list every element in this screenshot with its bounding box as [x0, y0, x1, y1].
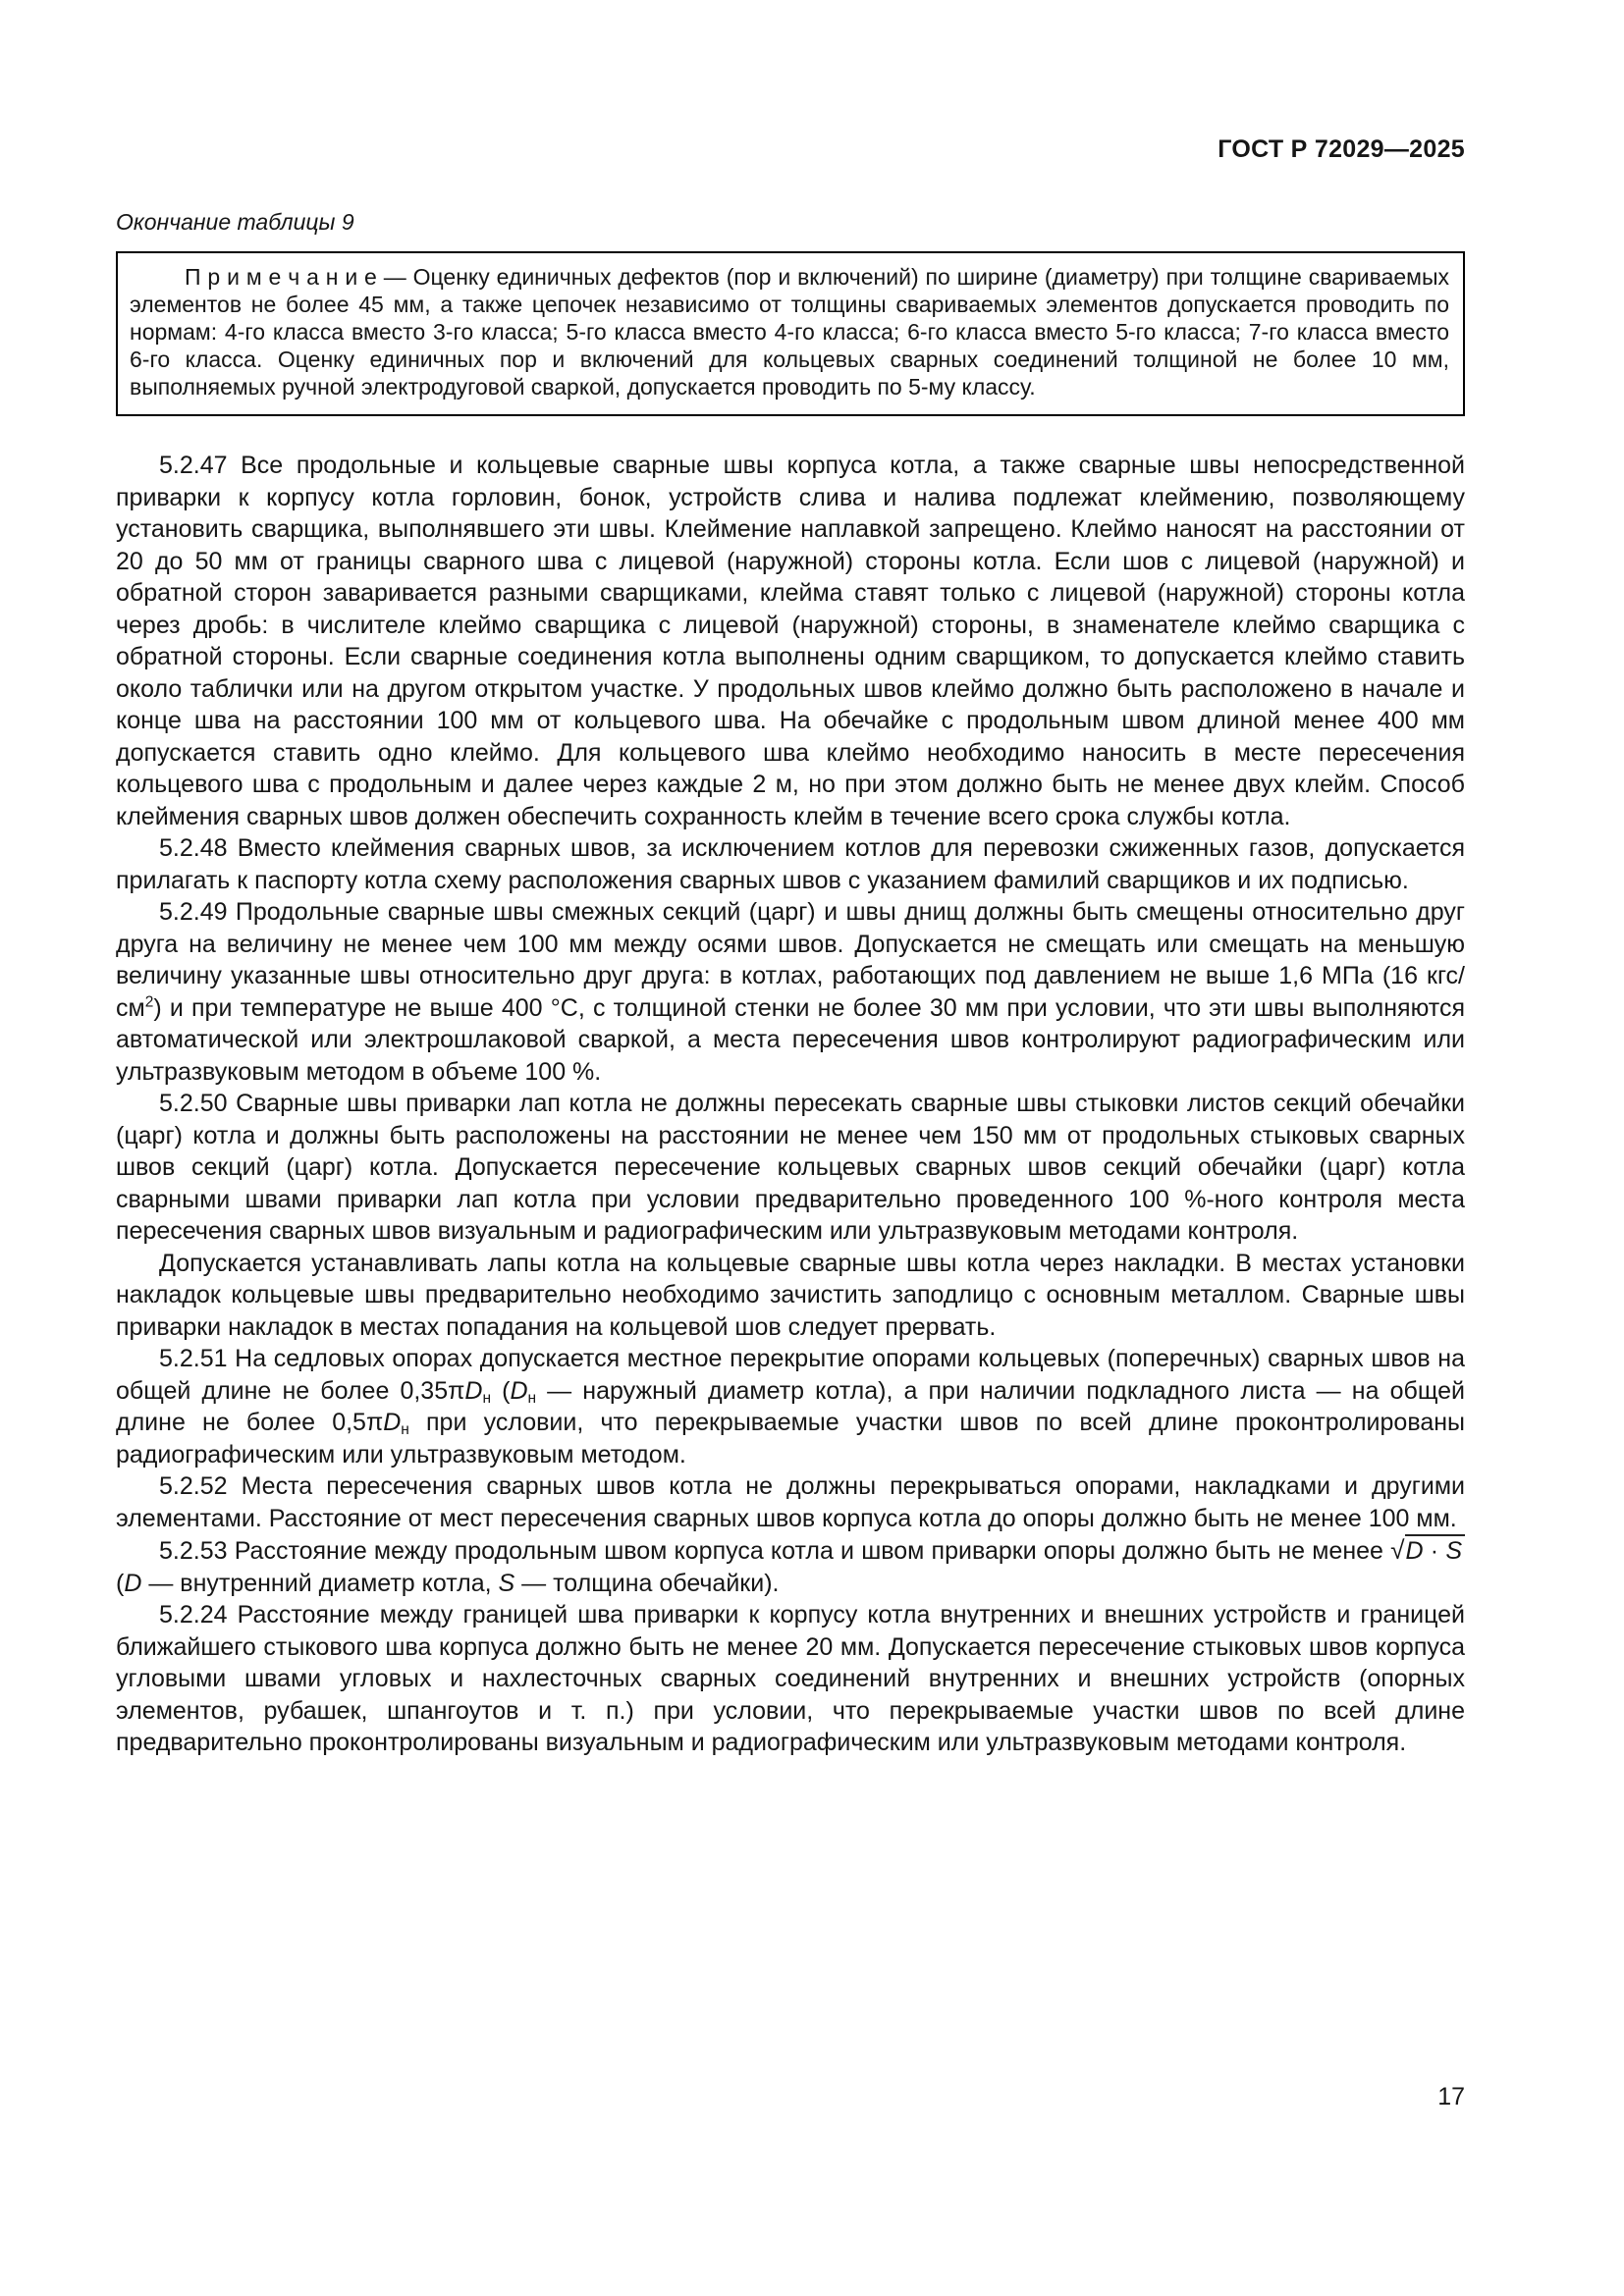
- paragraph-5-2-51-text: при условии, что перекрываемые участки швов по всей длине проконтролированы радиографическим или ультразвуковым методом.: [116, 1409, 1465, 1468]
- paragraph-5-2-49: [116, 896, 1465, 1088]
- document-body: [116, 450, 1465, 1759]
- table-continuation-caption: Окончание таблицы 9: [116, 209, 354, 235]
- paragraph-5-2-47: 5.2.47 Все продольные и кольцевые сварные швы корпуса котла, а также сварные швы непосредственной приварки к корпусу котла горловин, бонок, устройств слива и налива подлежат клеймению, позволяющему установить сварщика, выполнявшего эти швы. Клеймение наплавкой запрещено. Клеймо наносят на расстоянии от 20 до 50 мм от границы сварного шва с лицевой (наружной) стороны котла. Если шов с лицевой (наружной) и обратной сторон заваривается разными сварщиками, клейма ставят только с лицевой (наружной) стороны котла через дробь: в числителе клеймо сварщика с лицевой (наружной) стороны, в знаменателе клеймо сварщика с обратной стороны. Если сварные соединения котла выполнены одним сварщиком, то допускается клеймо ставить около таблички или на другом открытом участке. У продольных швов клеймо должно быть расположено в начале и конце шва на расстоянии 100 мм от кольцевого шва. На обечайке с продольным швом длиной менее 400 мм допускается ставить одно клеймо. Для кольцевого шва клеймо необходимо наносить в месте пересечения кольцевого шва с продольным и далее через каждые 2 м, но при этом должно быть не менее двух клейм. Способ клеймения сварных швов должен обеспечить сохранность клейм в течение всего срока службы котла.: [116, 452, 1465, 830]
- math-symbol-D: D: [464, 1376, 483, 1405]
- subscript-n: н: [482, 1389, 491, 1407]
- page-content: [116, 0, 1465, 1759]
- sqrt-expression: [1390, 1537, 1465, 1565]
- paragraph-5-2-49-text: 5.2.49 Продольные сварные швы смежных секций (царг) и швы днищ должны быть смещены относительно друг друга на величину не менее чем 100 мм между осями швов. Допускается не смещать или смещать на меньшую величину указанные швы относительно друг друга: в котлах, работающих под давлением не выше 1,6 МПа (16 кгс/см: [116, 898, 1465, 1022]
- paragraph-5-2-51-text: (: [491, 1376, 511, 1405]
- radical-sign: √: [1390, 1535, 1405, 1565]
- paragraph-5-2-49-text-cont: ) и при температуре не выше 400 °С, с толщиной стенки не более 30 мм при условии, что эти швы выполняются автоматической или электрошлаковой сваркой, а места пересечения швов контролируют радиографическим или ультразвуковым методом в объеме 100 %.: [116, 993, 1465, 1086]
- paragraph-5-2-50: 5.2.50 Сварные швы приварки лап котла не должны пересекать сварные швы стыковки листов секций обечайки (царг) котла и должны быть расположены на расстоянии не менее чем 150 мм от продольных стыковых сварных швов секций (царг) котла. Допускается пересечение кольцевых сварных швов секций обечайки (царг) котла сварными швами приварки лап котла при условии предварительно проведенного 100 %-ного контроля места пересечения сварных швов визуальным и радиографическим или ультразвуковым методами контроля.: [116, 1090, 1465, 1245]
- paragraph-5-2-52: 5.2.52 Места пересечения сварных швов котла не должны перекрываться опорами, накладками и другими элементами. Расстояние от мест пересечения сварных швов корпуса котла до опоры должно быть не менее 100 мм.: [116, 1472, 1465, 1532]
- paragraph-5-2-51-text: — наружный диаметр котла), а при наличии подкладного листа — на общей длине не более 0,5π: [116, 1376, 1465, 1436]
- radicand: [1405, 1534, 1465, 1565]
- paragraph-5-2-53-text: (: [116, 1569, 125, 1597]
- math-symbol-D: D: [510, 1376, 528, 1405]
- math-symbol-D: D: [1405, 1537, 1424, 1565]
- math-symbol-S: S: [1445, 1537, 1462, 1565]
- paragraph-5-2-50-continuation: Допускается устанавливать лапы котла на кольцевые сварные швы котла через накладки. В местах установки накладок кольцевые швы предварительно необходимо зачистить заподлицо с основным металлом. Сварные швы приварки накладок в местах попадания на кольцевой шов следует прервать.: [116, 1249, 1465, 1341]
- subscript-n: н: [401, 1420, 409, 1438]
- multiplication-dot: ·: [1423, 1537, 1446, 1565]
- document-code: ГОСТ Р 72029—2025: [1218, 135, 1465, 163]
- subscript-n: н: [527, 1389, 537, 1407]
- math-symbol-S: S: [498, 1569, 515, 1597]
- paragraph-5-2-53: [116, 1534, 1465, 1599]
- math-symbol-D: D: [383, 1409, 402, 1436]
- paragraph-5-2-53-text: — толщина обечайки).: [514, 1569, 780, 1597]
- superscript-2: 2: [144, 993, 154, 1011]
- note-box: [116, 251, 1465, 416]
- paragraph-5-2-51: [116, 1343, 1465, 1470]
- note-body: — Оценку единичных дефектов (пор и включений) по ширине (диаметру) при толщине свариваемых элементов не более 45 мм, а также цепочек независимо от толщины свариваемых элементов допускается проводить по нормам: 4-го класса вместо 3-го класса; 5-го класса вместо 4-го класса; 6-го класса вместо 5-го класса; 7-го класса вместо 6-го класса. Оценку единичных пор и включений для кольцевых сварных соединений толщиной не более 10 мм, выполняемых ручной электродуговой сваркой, допускается проводить по 5-му классу.: [130, 264, 1449, 400]
- paragraph-5-2-24: 5.2.24 Расстояние между границей шва приварки к корпусу котла внутренних и внешних устройств и границей ближайшего стыкового шва корпуса должно быть не менее 20 мм. Допускается пересечение стыковых швов корпуса угловыми швами угловых и нахлесточных сварных соединений внутренних и внешних устройств (опорных элементов, рубашек, шпангоутов и т. п.) при условии, что перекрываемые участки швов по всей длине предварительно проконтролированы визуальным и радиографическим или ультразвуковым методами контроля.: [116, 1601, 1465, 1756]
- paragraph-5-2-53-text: 5.2.53 Расстояние между продольным швом корпуса котла и швом приварки опоры должно быть не менее: [159, 1537, 1391, 1565]
- page-number: 17: [1437, 2083, 1465, 2110]
- paragraph-5-2-51-text: 5.2.51 На седловых опорах допускается местное перекрытие опорами кольцевых (поперечных) сварных швов на общей длине не более 0,35π: [116, 1345, 1465, 1405]
- note-text: [130, 263, 1449, 400]
- paragraph-5-2-48: 5.2.48 Вместо клеймения сварных швов, за исключением котлов для перевозки сжиженных газов, допускается прилагать к паспорту котла схему расположения сварных швов с указанием фамилий сварщиков и их подписью.: [116, 834, 1465, 894]
- paragraph-5-2-53-text: — внутренний диаметр котла,: [141, 1569, 499, 1597]
- math-symbol-D: D: [124, 1569, 142, 1597]
- note-label: П р и м е ч а н и е: [185, 264, 377, 290]
